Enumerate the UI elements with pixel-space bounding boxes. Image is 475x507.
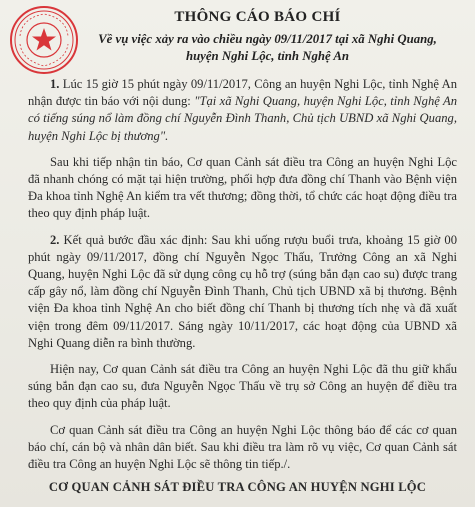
paragraph-5: Cơ quan Cảnh sát điều tra Công an huyện Nghi Lộc thông báo để các cơ quan báo chí, cán bộ và nhân dân biết. Sau khi điều tra làm rõ vụ việc, Cơ quan Cảnh sát điều tra Công an huyện Nghi Lộc sẽ thông tin tiếp./. [28,422,457,472]
issuing-authority: CƠ QUAN CẢNH SÁT ĐIỀU TRA CÔNG AN HUYỆN NGHI LỘC [48,480,427,494]
document-title: THÔNG CÁO BÁO CHÍ [174,9,341,25]
paragraph-3 [28,232,457,352]
paragraph-text: Kết quả bước đầu xác định: Sau khi uống rượu buổi trưa, khoảng 15 giờ 00 phút ngày 09/11/2017, đồng chí Nguyễn Ngọc Thấu, Trưởng Công an xã Nghi Quang, huyện Nghi Lộc đã sử dụng công cụ hỗ trợ (súng bắn đạn cao su) được trang cấp gây nổ, làm đồng chí Nguyễn Đình Thanh, Chủ tịch UBND xã bị thương. Bệnh viện Đa khoa tỉnh Nghệ An cho biết đồng chí Thanh bị thương tích nhẹ và đã xuất viện trong đêm 09/11/2017. Sáng ngày 10/11/2017, các hoạt động của UBND xã Nghi Quang diễn ra bình thường. [28,232,457,350]
paragraph-4: Hiện nay, Cơ quan Cảnh sát điều tra Công an huyện Nghi Lộc đã thu giữ khẩu súng bắn đạn cao su, đưa Nguyễn Ngọc Thấu về trụ sở Công an huyện để điều tra theo quy định của pháp luật. [28,362,457,411]
paragraph-number: 2. [50,232,60,247]
paragraph-1 [28,76,457,145]
subtitle-line-1: Về vụ việc xảy ra vào chiều ngày 09/11/2017 tại xã Nghi Quang, [98,32,437,46]
paragraph-text: Lúc 15 giờ 15 phút ngày 09/11/2017, Công an huyện Nghi Lộc, tỉnh Nghệ An nhận được tin báo với nội dung: [28,77,457,109]
document-body [28,76,457,482]
paragraph-number: 1. [50,77,60,91]
subtitle-line-2: huyện Nghi Lộc, tỉnh Nghệ An [185,49,350,63]
document-subtitle [60,31,475,65]
paragraph-2: Sau khi tiếp nhận tin báo, Cơ quan Cảnh sát điều tra Công an huyện Nghi Lộc đã nhanh chóng có mặt tại hiện trường, phối hợp đưa đồng chí Thanh vào Bệnh viện Đa khoa tỉnh Nghệ An kiểm tra vết thương; đồng thời, tổ chức các hoạt động điều tra theo quy định pháp luật. [28,154,457,221]
paragraph-quote: "Tại xã Nghi Quang, huyện Nghi Lộc, tỉnh Nghệ An có tiếng súng nổ làm đồng chí Nguyễn Đình Thanh, Chủ tịch UBND xã Nghi Quang, huyện Nghi Lộc bị thương". [28,94,457,143]
